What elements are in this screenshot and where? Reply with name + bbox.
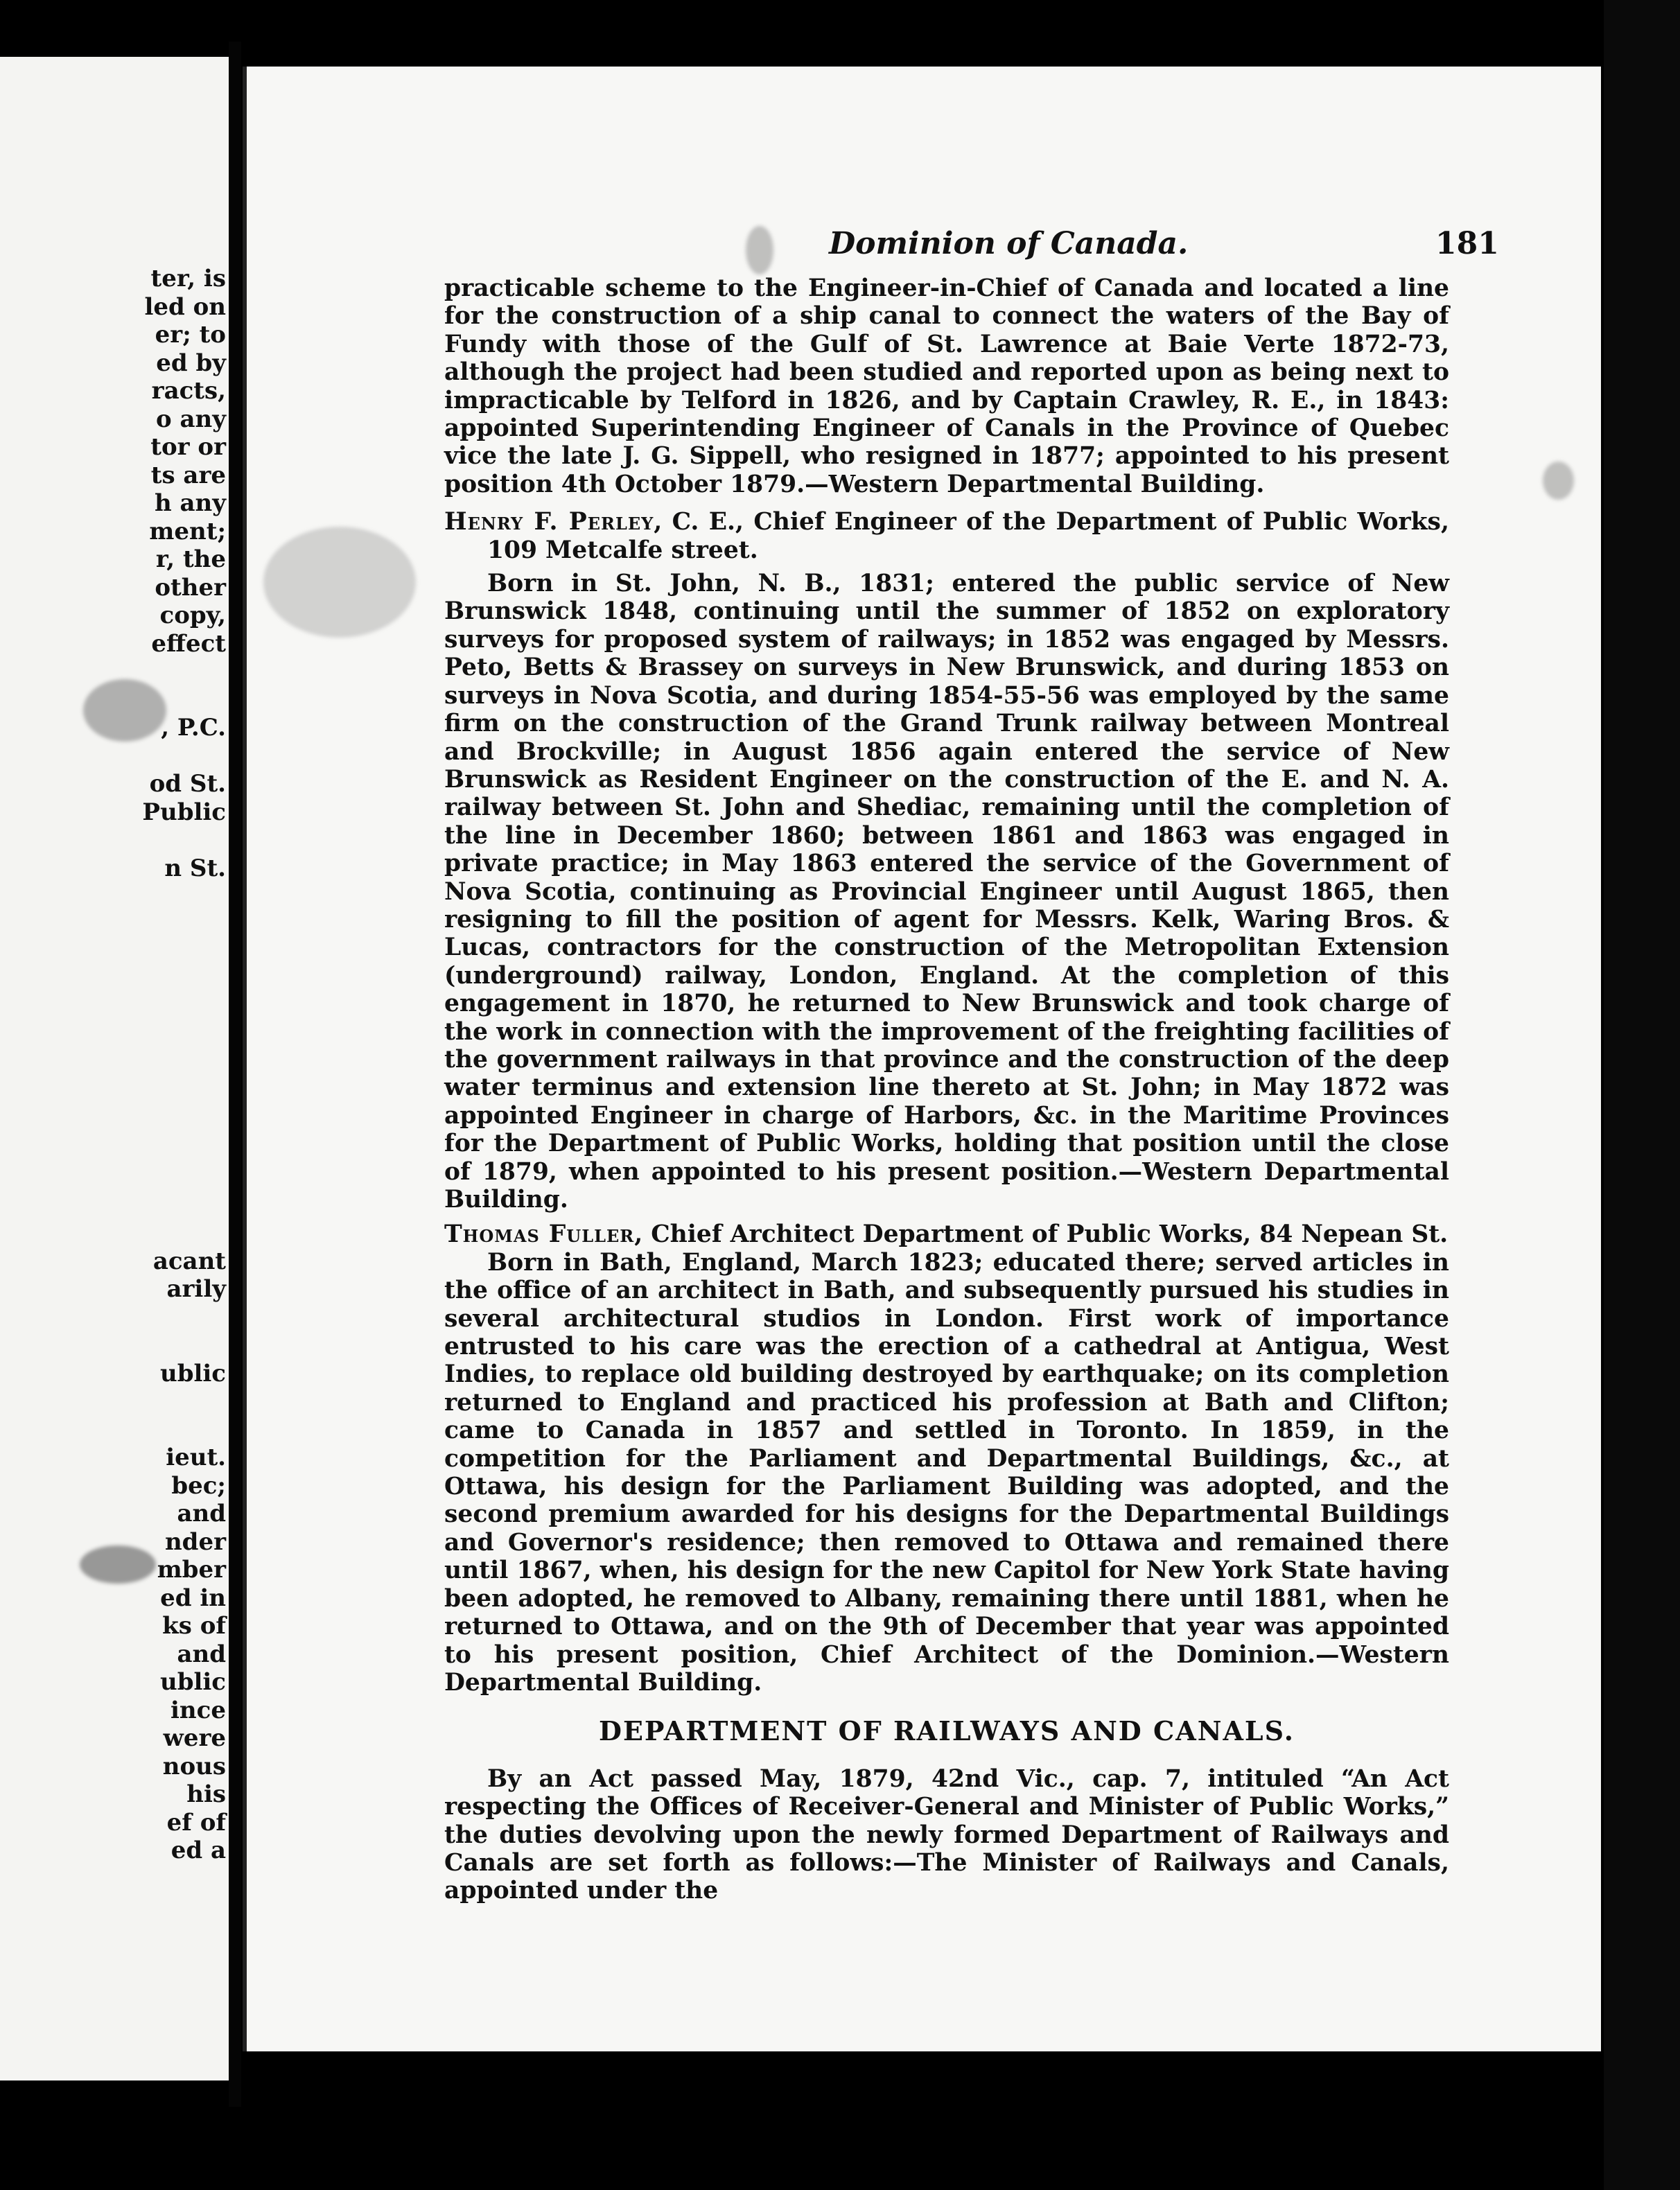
left-fragment-line: nder (164, 1527, 226, 1556)
left-fragment-line: ed a (170, 1837, 226, 1864)
page-body (444, 274, 1449, 1905)
biography-paragraph: Born in St. John, N. B., 1831; entered the public service of New Brunswick 1848, continuing until the summer of 1852 on exploratory surveys for proposed system of railways; in 1852 was engaged by Messrs. Peto, Betts & Brassey on surveys in New Brunswick, and during 1853 on surveys in Nova Scotia, and during 1854-55-56 was employed by the same firm on the construction of the Grand Trunk railway between Montreal and Brockville; in August 1856 again entered the service of New Brunswick as Resident Engineer on the construction of the E. and N. A. railway between St. John and Shediac, remaining until the completion of the line in December 1860; between 1861 and 1863 was engaged in private practice; in May 1863 entered the service of the Government of Nova Scotia, continuing as Provincial Engineer until August 1865, then resigning to fill the position of agent for Messrs. Kelk, Waring Bros. & Lucas, contractors for the construction of the Metropolitan Extension (underground) railway, London, England. At the completion of this engagement in 1870, he returned to New Brunswick and took charge of the work in connection with the improvement of the freighting facilities of the government railways in that province and the construction of the deep water terminus and extension line thereto at St. John; in May 1872 was appointed Engineer in charge of Harbors, &c. in the Maritime Provinces for the Department of Public Works, holding that position until the close of 1879, when appointed to his present position.—Western Departmental Building. (444, 570, 1449, 1214)
left-fragment-line (4, 1107, 226, 1135)
left-fragment-line: his (186, 1780, 226, 1808)
left-fragment-line: ince (170, 1696, 226, 1724)
left-fragment-line (4, 967, 226, 995)
left-fragment-line: od St. (149, 770, 226, 798)
page-header (247, 226, 1601, 268)
left-fragment-line: ed in (160, 1584, 226, 1612)
right-page (243, 67, 1601, 2051)
left-page (0, 57, 229, 2080)
left-fragment-line (4, 1387, 226, 1416)
left-fragment-line (4, 1219, 226, 1247)
entry-name: Thomas Fuller (444, 1220, 635, 1249)
left-fragment-line: other (155, 573, 226, 602)
left-fragment-line (4, 1191, 226, 1220)
left-fragment-line (4, 1304, 226, 1332)
left-fragment-line: ts are (150, 461, 226, 489)
left-fragment-line (4, 1331, 226, 1360)
left-fragment-line (4, 911, 226, 939)
left-fragment-line (4, 1163, 226, 1191)
page-gutter (229, 42, 241, 2107)
running-head: Dominion of Canada. (829, 226, 1189, 261)
entry-heading-perley (444, 508, 1449, 564)
ink-stain (83, 679, 166, 742)
left-fragment-line: Public (142, 798, 226, 826)
left-fragment-line: and (177, 1640, 226, 1668)
left-fragment-line: ter, is (150, 265, 226, 292)
left-fragment-line: copy, (159, 602, 226, 629)
section-paragraph: By an Act passed May, 1879, 42nd Vic., cap. 7, intituled “An Act respecting the Offices of Receiver-General and Minister of Public Works,” the duties devolving upon the newly formed Department of Railways and Canals are set forth as follows:—The Minister of Railways and Canals, appointed under the (444, 1764, 1449, 1905)
entry-heading-fuller (444, 1220, 1449, 1248)
left-fragment-line (4, 1079, 226, 1107)
left-fragment-line (4, 1023, 226, 1051)
left-fragment-line (4, 1416, 226, 1444)
ink-stain (80, 1545, 156, 1584)
left-fragment-line: ublic (159, 1359, 226, 1387)
page-number: 181 (1435, 226, 1499, 261)
left-fragment-line (4, 826, 226, 855)
left-fragment-line: led on (144, 292, 226, 321)
left-fragment-line: and (177, 1500, 226, 1527)
left-fragment-line: arily (166, 1275, 226, 1303)
left-fragment-line: ef of (166, 1808, 226, 1837)
left-fragment-line: mber (157, 1556, 226, 1584)
entry-title: , Chief Architect Department of Public Works, 84 Nepean St. (634, 1220, 1449, 1249)
scan-edge (1604, 0, 1680, 2190)
entry-title: , C. E., Chief Engineer of the Department of Public Works, 109 Metcalfe street. (487, 508, 1449, 564)
left-fragment-line: ks of (162, 1612, 226, 1640)
left-fragment-line: , P.C. (161, 714, 226, 742)
left-fragment-line: bec; (171, 1471, 226, 1500)
left-fragment-line: ment; (149, 517, 226, 545)
left-fragment-line: er; to (155, 321, 226, 349)
ink-stain (263, 527, 416, 638)
left-fragment-line (4, 882, 226, 911)
biography-paragraph: Born in Bath, England, March 1823; educated there; served articles in the office of an architect in Bath, and subsequently pursued his studies in several architectural studios in London. First work of importance entrusted to his care was the erection of a cathedral at Antigua, West Indies, to replace old building destroyed by earthquake; on its completion returned to England and practiced his profession at Bath and Clifton; came to Canada in 1857 and settled in Toronto. In 1859, in the competition for the Parliament and Departmental Buildings, &c., at Ottawa, his design for the Parliament Building was adopted, and the second premium awarded for his designs for the Departmental Buildings and Governor's residence; then removed to Ottawa and remained there until 1867, when, his design for the new Capitol for New York State having been adopted, he removed to Albany, remaining there until 1881, when he returned to Ottawa, and on the 9th of December that year was appointed to his present position, Chief Architect of the Dominion.—Western Departmental Building. (444, 1248, 1449, 1697)
left-fragment-line: ieut. (166, 1444, 226, 1471)
left-fragment-line: h any (154, 489, 226, 517)
left-fragment-line: effect (151, 629, 226, 658)
left-fragment-line: o any (155, 405, 226, 433)
left-fragment-line (4, 1135, 226, 1164)
left-fragment-line: were (163, 1724, 226, 1752)
left-page-text-fragments (4, 265, 226, 1865)
left-fragment-line (4, 1051, 226, 1079)
ink-stain (746, 226, 773, 274)
left-fragment-line: r, the (155, 545, 226, 573)
left-fragment-line: n St. (164, 854, 226, 882)
left-fragment-line: ed by (156, 349, 226, 377)
left-fragment-line: ublic (159, 1668, 226, 1696)
left-fragment-line: racts, (151, 377, 226, 405)
continuation-paragraph: practicable scheme to the Engineer-in-Chief of Canada and located a line for the construction of a ship canal to connect the waters of the Bay of Fundy with those of the Gulf of St. Lawrence at Baie Verte 1872-73, although the project had been studied and reported upon as being next to impracticable by Telford in 1826, and by Captain Crawley, R. E., in 1843: appointed Superintending Engineer of Canals in the Province of Quebec vice the late J. G. Sippell, who resigned in 1877; appointed to his present position 4th October 1879.—Western Departmental Building. (444, 274, 1449, 498)
left-fragment-line (4, 995, 226, 1023)
entry-name: Henry F. Perley (444, 508, 654, 536)
left-fragment-line (4, 742, 226, 771)
left-fragment-line: tor or (150, 433, 226, 461)
section-title: DEPARTMENT OF RAILWAYS AND CANALS. (599, 1715, 1295, 1747)
left-fragment-line (4, 938, 226, 967)
ink-stain (1543, 462, 1574, 500)
left-fragment-line: nous (162, 1752, 226, 1780)
left-fragment-line: acant (152, 1247, 226, 1275)
